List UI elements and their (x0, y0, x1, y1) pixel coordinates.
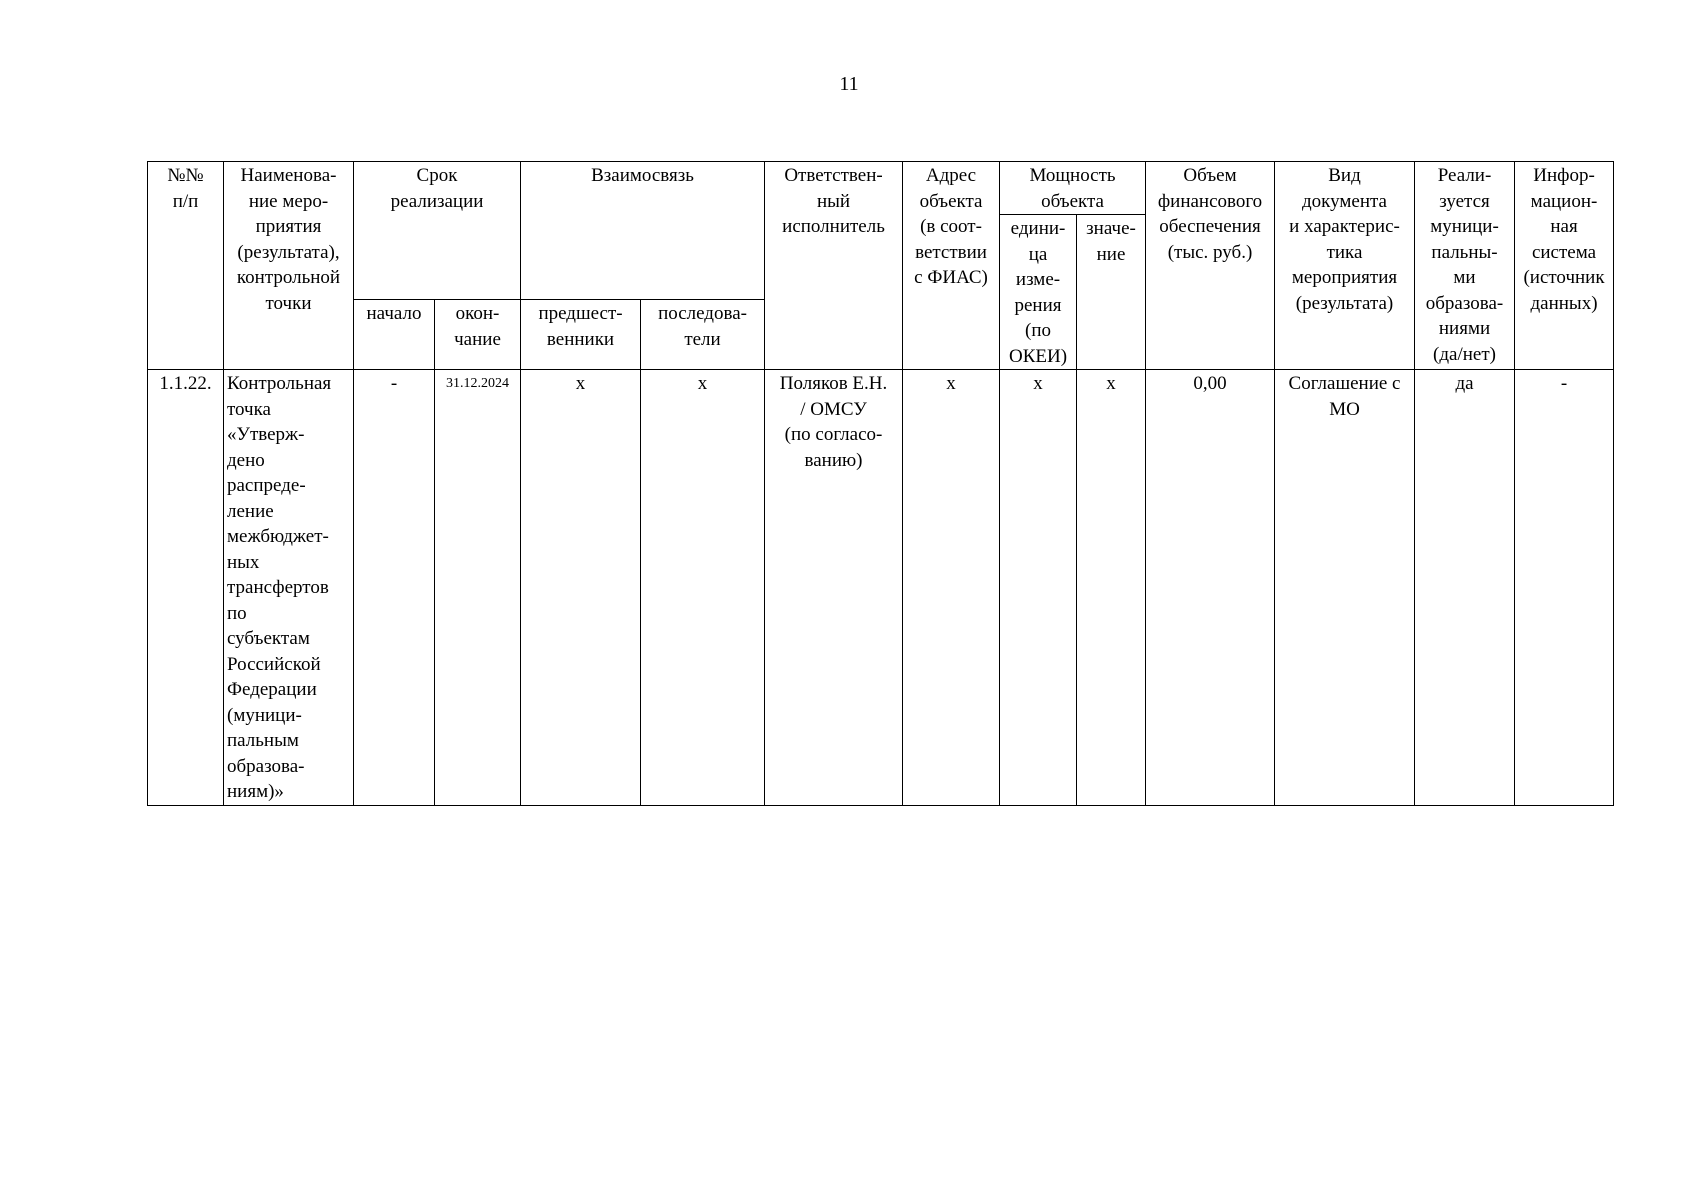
header-link: Взаимосвязь (521, 162, 765, 300)
header-name: Наименова- ние меро- приятия (результата), контрольной точки (224, 162, 354, 370)
cell-next: x (641, 370, 765, 806)
cell-prev: x (521, 370, 641, 806)
header-term: Срок реализации (354, 162, 521, 300)
header-address: Адрес объекта (в соот- ветствии с ФИАС) (903, 162, 1000, 370)
cell-num: 1.1.22. (148, 370, 224, 806)
header-num: №№ п/п (148, 162, 224, 370)
header-municipal: Реали- зуется муници- пальны- ми образова- ниями (да/нет) (1415, 162, 1515, 370)
cell-funding: 0,00 (1146, 370, 1275, 806)
header-capacity-unit: едини- ца изме- рения (по ОКЕИ) (1000, 215, 1077, 370)
page-number: 11 (839, 73, 859, 95)
cell-info-system: - (1515, 370, 1614, 806)
header-link-next: последова- тели (641, 300, 765, 370)
cell-unit: x (1000, 370, 1077, 806)
cell-end: 31.12.2024 (435, 370, 521, 806)
header-funding: Объем финансового обеспечения (тыс. руб.) (1146, 162, 1275, 370)
cell-doc-type: Соглашение с МО (1275, 370, 1415, 806)
cell-value: x (1077, 370, 1146, 806)
plan-table (147, 161, 1614, 806)
header-doc-type: Вид документа и характерис- тика мероприятия (результата) (1275, 162, 1415, 370)
header-capacity-value: значе- ние (1077, 215, 1146, 370)
cell-municipal: да (1415, 370, 1515, 806)
header-capacity: Мощность объекта (1000, 162, 1146, 215)
header-term-end: окон- чание (435, 300, 521, 370)
header-executor: Ответствен- ный исполнитель (765, 162, 903, 370)
header-info-system: Инфор- мацион- ная система (источник данных) (1515, 162, 1614, 370)
cell-name: Контрольная точка «Утверж- дено распреде- ление межбюджет- ных трансфертов по субъектам Российской Федерации (муници- пальным образова- ниям)» (224, 370, 354, 806)
cell-start: - (354, 370, 435, 806)
header-link-prev: предшест- венники (521, 300, 641, 370)
header-term-start: начало (354, 300, 435, 370)
cell-address: x (903, 370, 1000, 806)
table-row (148, 370, 1614, 806)
cell-executor: Поляков Е.Н. / ОМСУ (по согласо- ванию) (765, 370, 903, 806)
